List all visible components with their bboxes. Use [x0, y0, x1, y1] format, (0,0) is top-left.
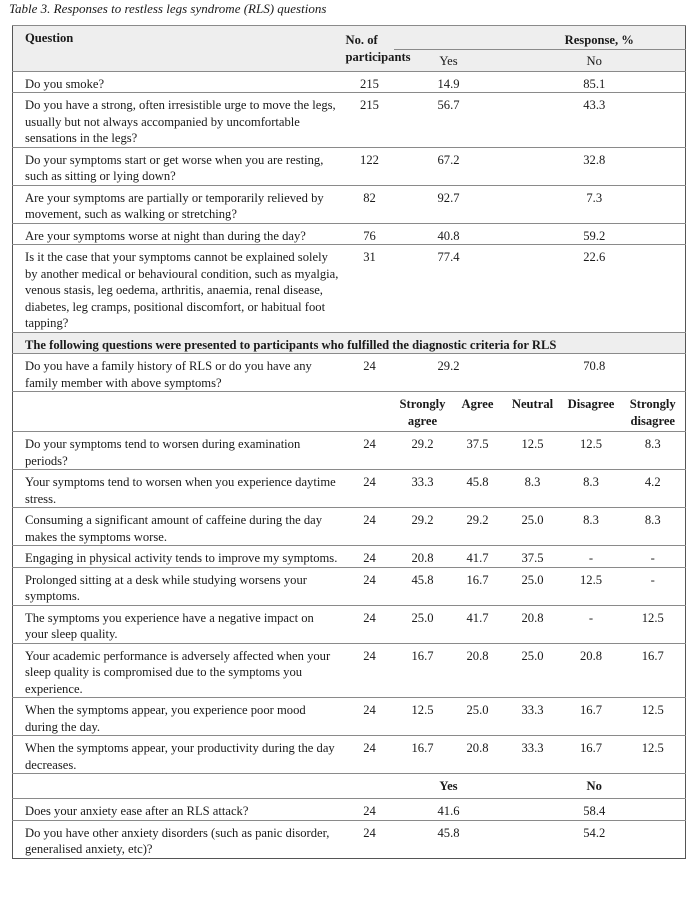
table-row	[13, 93, 686, 148]
table-row	[13, 736, 686, 774]
header-no: No	[504, 49, 686, 71]
likert-section	[13, 432, 686, 774]
likert-header-strongly-disagree-1: Strongly	[629, 397, 676, 411]
yes-no-2-header-spacer	[13, 774, 346, 799]
strongly-agree-percent: 12.5	[394, 698, 452, 736]
likert-header-agree: Agree	[452, 392, 504, 432]
yes-percent: 77.4	[394, 245, 504, 333]
neutral-percent: 33.3	[504, 698, 562, 736]
no-percent: 58.4	[504, 799, 686, 821]
disagree-percent: 20.8	[562, 643, 621, 698]
likert-header-disagree: Disagree	[562, 392, 621, 432]
question-text: Do your symptoms start or get worse when you are resting, such as sitting or lying down?	[13, 147, 346, 185]
strongly-disagree-percent: -	[621, 567, 686, 605]
neutral-percent: 8.3	[504, 470, 562, 508]
question-text: Are your symptoms worse at night than during the day?	[13, 223, 346, 245]
neutral-percent: 37.5	[504, 546, 562, 568]
participants-count: 31	[346, 245, 394, 333]
question-text: The symptoms you experience have a negative impact on your sleep quality.	[13, 605, 346, 643]
no-percent: 54.2	[504, 820, 686, 858]
header-question: Question	[13, 26, 346, 72]
participants-count: 24	[346, 605, 394, 643]
no-percent: 22.6	[504, 245, 686, 333]
question-text: Are your symptoms are partially or temporarily relieved by movement, such as walking or stretching?	[13, 185, 346, 223]
table-row	[13, 354, 686, 392]
no-percent: 32.8	[504, 147, 686, 185]
likert-header-strongly-agree-2: agree	[407, 413, 438, 428]
likert-header-strongly-agree	[394, 392, 452, 432]
agree-percent: 20.8	[452, 736, 504, 774]
disagree-percent: 12.5	[562, 567, 621, 605]
strongly-disagree-percent: -	[621, 546, 686, 568]
yes-percent: 41.6	[394, 799, 504, 821]
rls-responses-table	[12, 25, 686, 859]
likert-header	[13, 392, 686, 432]
yes-no-2-header-spacer-n	[346, 774, 394, 799]
likert-header-strongly-disagree	[621, 392, 686, 432]
agree-percent: 25.0	[452, 698, 504, 736]
yes-percent: 14.9	[394, 71, 504, 93]
participants-count: 82	[346, 185, 394, 223]
participants-count: 24	[346, 546, 394, 568]
table-row	[13, 546, 686, 568]
question-text: Engaging in physical activity tends to improve my symptoms.	[13, 546, 346, 568]
section-note: The following questions were presented to participants who fulfilled the diagnostic criteria for RLS	[13, 332, 686, 354]
strongly-disagree-percent: 12.5	[621, 605, 686, 643]
strongly-agree-percent: 25.0	[394, 605, 452, 643]
strongly-disagree-percent: 16.7	[621, 643, 686, 698]
disagree-percent: 16.7	[562, 698, 621, 736]
table-row	[13, 508, 686, 546]
table-row	[13, 605, 686, 643]
question-text: Do you have other anxiety disorders (such as panic disorder, generalised anxiety, etc)?	[13, 820, 346, 858]
header-participants-line2: participants	[345, 49, 411, 64]
no-percent: 43.3	[504, 93, 686, 148]
agree-percent: 20.8	[452, 643, 504, 698]
participants-count: 24	[346, 736, 394, 774]
table-row	[13, 245, 686, 333]
likert-header-spacer	[13, 392, 346, 432]
disagree-percent: 12.5	[562, 432, 621, 470]
yes-no-2-header-no: No	[504, 774, 686, 799]
question-text: Prolonged sitting at a desk while studying worsens your symptoms.	[13, 567, 346, 605]
question-text: Do you have a strong, often irresistible urge to move the legs, usually but not always accompanied by uncomfortable sensations in the legs?	[13, 93, 346, 148]
table-row	[13, 223, 686, 245]
strongly-agree-percent: 33.3	[394, 470, 452, 508]
agree-percent: 16.7	[452, 567, 504, 605]
participants-count: 76	[346, 223, 394, 245]
strongly-agree-percent: 29.2	[394, 508, 452, 546]
strongly-agree-percent: 29.2	[394, 432, 452, 470]
likert-header-spacer-n	[346, 392, 394, 432]
agree-percent: 45.8	[452, 470, 504, 508]
neutral-percent: 25.0	[504, 567, 562, 605]
header-participants	[345, 26, 411, 72]
yes-percent: 29.2	[394, 354, 504, 392]
strongly-disagree-percent: 12.5	[621, 736, 686, 774]
table-row	[13, 698, 686, 736]
no-percent: 70.8	[504, 354, 686, 392]
yes-percent: 92.7	[394, 185, 504, 223]
disagree-percent: -	[562, 546, 621, 568]
neutral-percent: 33.3	[504, 736, 562, 774]
neutral-percent: 20.8	[504, 605, 562, 643]
no-percent: 59.2	[504, 223, 686, 245]
question-text: Your academic performance is adversely affected when your sleep quality is compromised due to the symptoms you experience.	[13, 643, 346, 698]
question-text: Consuming a significant amount of caffeine during the day makes the symptoms worse.	[13, 508, 346, 546]
neutral-percent: 12.5	[504, 432, 562, 470]
participants-count: 24	[346, 354, 394, 392]
question-text: Your symptoms tend to worsen when you experience daytime stress.	[13, 470, 346, 508]
yes-no-2-section	[13, 799, 686, 859]
header-participants-line1: No. of	[345, 33, 378, 47]
participants-count: 24	[346, 698, 394, 736]
table-row	[13, 432, 686, 470]
strongly-disagree-percent: 12.5	[621, 698, 686, 736]
strongly-agree-percent: 45.8	[394, 567, 452, 605]
header-yes: Yes	[394, 49, 504, 71]
section-note-group	[13, 332, 686, 354]
strongly-disagree-percent: 4.2	[621, 470, 686, 508]
disagree-percent: 16.7	[562, 736, 621, 774]
table-header	[13, 26, 686, 72]
likert-header-strongly-disagree-2: disagree	[630, 413, 676, 428]
strongly-disagree-percent: 8.3	[621, 508, 686, 546]
no-percent: 85.1	[504, 71, 686, 93]
table-row	[13, 470, 686, 508]
question-text: Do you smoke?	[13, 71, 346, 93]
participants-count: 215	[346, 71, 394, 93]
question-text: When the symptoms appear, you experience poor mood during the day.	[13, 698, 346, 736]
yes-percent: 45.8	[394, 820, 504, 858]
neutral-percent: 25.0	[504, 508, 562, 546]
likert-header-neutral: Neutral	[504, 392, 562, 432]
disagree-percent: 8.3	[562, 470, 621, 508]
participants-count: 122	[346, 147, 394, 185]
table-row	[13, 643, 686, 698]
agree-percent: 37.5	[452, 432, 504, 470]
question-text: Is it the case that your symptoms cannot be explained solely by another medical or behavioural condition, such as myalgia, venous stasis, leg oedema, arthritis, anaemia, renal disease, diabetes, leg cramps, positional discomfort, or habitual foot tapping?	[13, 245, 346, 333]
yes-no-2-header-yes: Yes	[394, 774, 504, 799]
disagree-percent: 8.3	[562, 508, 621, 546]
family-history-section	[13, 354, 686, 392]
agree-percent: 29.2	[452, 508, 504, 546]
likert-header-strongly-agree-1: Strongly	[399, 397, 446, 411]
participants-count: 24	[346, 470, 394, 508]
strongly-disagree-percent: 8.3	[621, 432, 686, 470]
agree-percent: 41.7	[452, 546, 504, 568]
yes-percent: 40.8	[394, 223, 504, 245]
question-text: Does your anxiety ease after an RLS attack?	[13, 799, 346, 821]
table-row	[13, 567, 686, 605]
disagree-percent: -	[562, 605, 621, 643]
neutral-percent: 25.0	[504, 643, 562, 698]
participants-count: 24	[346, 643, 394, 698]
question-text: When the symptoms appear, your productivity during the day decreases.	[13, 736, 346, 774]
table-caption: Table 3. Responses to restless legs syndrome (RLS) questions	[9, 1, 327, 16]
yes-percent: 67.2	[394, 147, 504, 185]
header-response: Response, %	[394, 26, 686, 50]
strongly-agree-percent: 16.7	[394, 643, 452, 698]
strongly-agree-percent: 16.7	[394, 736, 452, 774]
participants-count: 24	[346, 567, 394, 605]
yes-no-section	[13, 71, 686, 332]
strongly-agree-percent: 20.8	[394, 546, 452, 568]
table-row	[13, 799, 686, 821]
question-text: Do you have a family history of RLS or do you have any family member with above symptoms?	[13, 354, 346, 392]
no-percent: 7.3	[504, 185, 686, 223]
question-text: Do your symptoms tend to worsen during examination periods?	[13, 432, 346, 470]
agree-percent: 41.7	[452, 605, 504, 643]
participants-count: 24	[346, 820, 394, 858]
table-row	[13, 185, 686, 223]
participants-count: 24	[346, 799, 394, 821]
table-row	[13, 820, 686, 858]
participants-count: 24	[346, 508, 394, 546]
participants-count: 215	[346, 93, 394, 148]
yes-no-2-header	[13, 774, 686, 799]
table-row	[13, 147, 686, 185]
yes-percent: 56.7	[394, 93, 504, 148]
participants-count: 24	[346, 432, 394, 470]
table-row	[13, 71, 686, 93]
